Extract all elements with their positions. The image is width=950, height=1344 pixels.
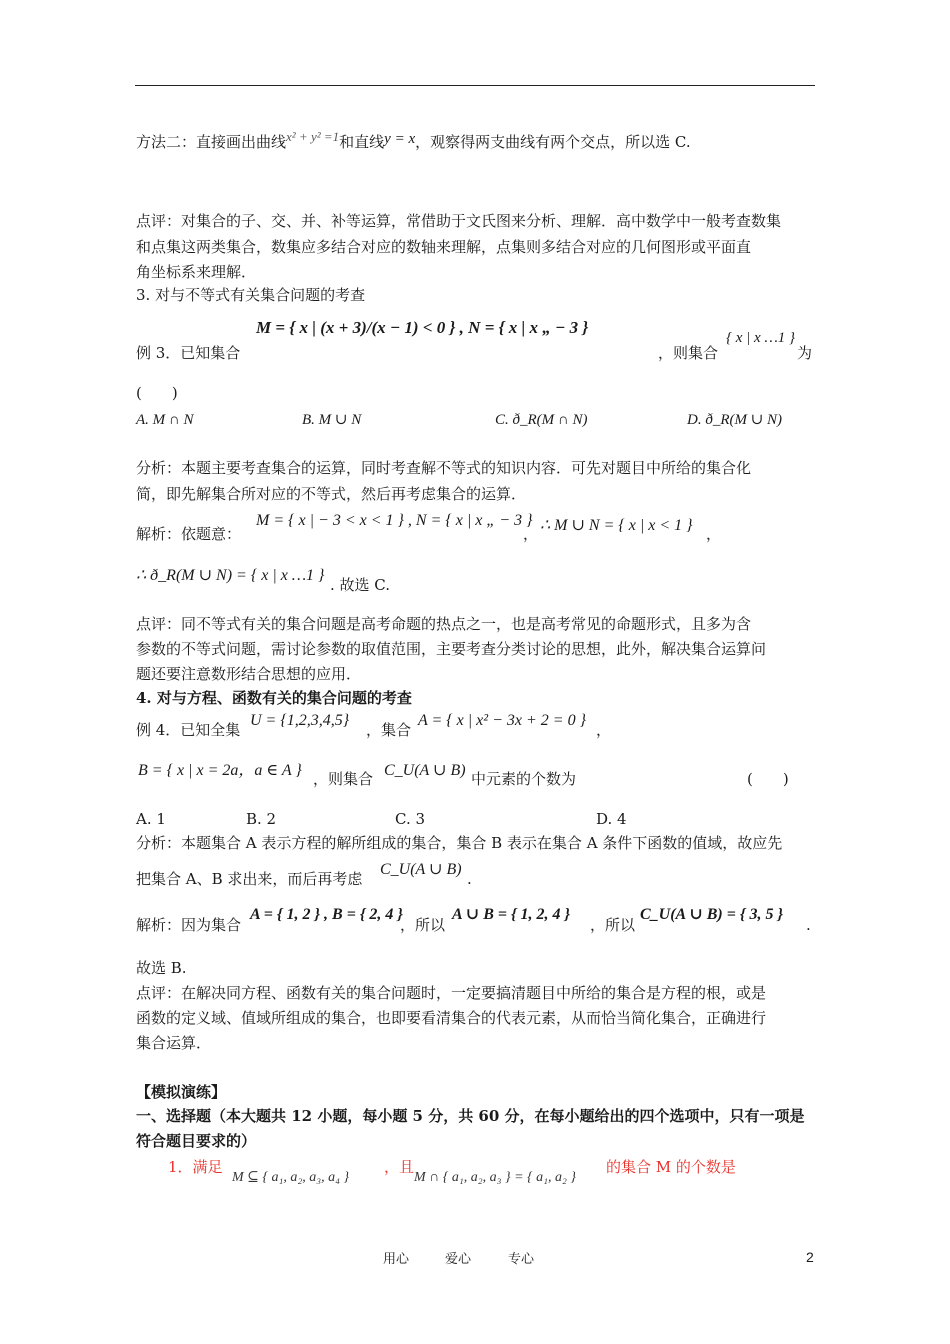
solution4-eq1: A = { 1, 2 } , B = { 2, 4 } (250, 906, 403, 923)
solution3-label: 解析：依题意： (136, 525, 242, 543)
comment1-line3: 角坐标系来理解． (136, 263, 257, 281)
solution4-label: 解析：因为集合 (136, 916, 242, 934)
example4-mid2: ，则集合 (313, 770, 374, 788)
section3-title: 3. 对与不等式有关集合问题的考查 (136, 286, 366, 304)
example3-option-a: A. M ∩ N (136, 412, 194, 428)
header-rule (135, 85, 815, 86)
example3-option-c: C. ð_R(M ∩ N) (495, 412, 588, 428)
example3-target-set: { x | x …1 } (726, 330, 796, 346)
line-equation: y = x (384, 131, 416, 147)
solution4-eq3: C_U(A ∪ B) = { 3, 5 } (640, 906, 784, 923)
example4-suffix: 中元素的个数为 (471, 770, 577, 788)
solution3-eq1: M = { x | − 3 < x < 1 } , N = { x | x „ − 3 } (256, 512, 533, 529)
analysis4-line2-prefix: 把集合 A、B 求出来，而后再考虑 (136, 870, 363, 888)
example4-option-a: A. 1 (136, 810, 166, 828)
analysis4-cu: C_U(A ∪ B) (380, 861, 462, 878)
section4-title: 4. 对与方程、函数有关的集合问题的考查 (136, 689, 412, 707)
solution4-conclusion: 故选 B. (136, 959, 187, 977)
q1-condition1: M ⊆ { a₁, a₂, a₃, a₄ } (232, 1170, 350, 1185)
curve-equation: x² + y² =1 (286, 129, 340, 144)
example4-option-c: C. 3 (395, 810, 426, 828)
example4-blank: ( ) (747, 770, 789, 788)
example4-set-b: B = { x | x = 2a，a ∈ A } (138, 762, 302, 779)
solution3-eq2: ∴ M ∪ N = { x | x < 1 } (540, 517, 693, 534)
example3-option-d: D. ð_R(M ∪ N) (687, 412, 783, 428)
comment1-line2: 和点集这两类集合，数集应多结合对应的数轴来理解，点集则多结合对应的几何图形或平面直 (136, 238, 752, 256)
solution3-eq3: ∴ ð_R(M ∪ N) = { x | x …1 } (136, 567, 325, 584)
example4-label: 例 4．已知全集 (136, 721, 241, 739)
analysis3-line2: 简，即先解集合所对应的不等式，然后再考虑集合的运算． (136, 485, 527, 503)
example3-set-m: M = { x | (x + 3)/(x − 1) < 0 } , N = { x | x „ − 3 } (256, 318, 589, 337)
example4-set-a: A = { x | x² − 3x + 2 = 0 } (418, 712, 586, 729)
analysis3-line1: 分析：本题主要考查集合的运算，同时考查解不等式的知识内容．可先对题目中所给的集合化 (136, 459, 752, 477)
example3-option-b: B. M ∪ N (302, 412, 362, 428)
footer-text-1: 用心 (383, 1252, 410, 1267)
example3-mid: ，则集合 (658, 344, 719, 362)
comment3-line2: 参数的不等式问题，需讨论参数的取值范围，主要考查分类讨论的思想，此外，解决集合运算问 (136, 640, 767, 658)
solution4-eq2: A ∪ B = { 1, 2, 4 } (452, 906, 571, 923)
analysis4-line1: 分析：本题集合 A 表示方程的解所组成的集合，集合 B 表示在集合 A 条件下函数的值域，故应先 (136, 834, 783, 852)
comment1-line1: 点评：对集合的子、交、并、补等运算，常借助于文氏图来分析、理解．高中数学中一般考查数集 (136, 212, 782, 230)
q1-suffix: 的集合 M 的个数是 (606, 1158, 736, 1176)
example3-blank: ( ) (136, 384, 178, 402)
comment3-line1: 点评：同不等式有关的集合问题是高考命题的热点之一，也是高考常见的命题形式，且多为含 (136, 615, 752, 633)
example4-mid: ，集合 (366, 721, 412, 739)
example4-cu: C_U(A ∪ B) (384, 762, 466, 779)
solution3-end: ， (706, 525, 722, 543)
q1-mid: ，且 (384, 1158, 415, 1176)
footer-text-2: 爱心 (445, 1252, 472, 1267)
example4-universal-set: U = {1,2,3,4,5} (250, 712, 350, 729)
example4-option-d: D. 4 (596, 810, 627, 828)
mc-title-line2: 符合题目要求的） (136, 1132, 257, 1150)
solution4-mid: ，所以 (400, 916, 446, 934)
solution4-mid2: ，所以 (590, 916, 636, 934)
page-number: 2 (806, 1249, 814, 1265)
example3-suffix: 为 (797, 344, 813, 362)
method2-line: 方法二：直接画出曲线x² + y² =1和直线y = x，观察得两支曲线有两个交点，所以选 C. (136, 129, 691, 151)
mc-title-line1: 一、选择题（本大题共 12 小题，每小题 5 分，共 60 分，在每小题给出的四个选项中，只有一项是 (136, 1107, 805, 1125)
comment4-line2: 函数的定义域、值域所组成的集合，也即要看清集合的代表元素，从而恰当简化集合，正确进行 (136, 1009, 767, 1027)
comment4-line1: 点评：在解决同方程、函数有关的集合问题时，一定要搞清题目中所给的集合是方程的根，或是 (136, 984, 767, 1002)
solution4-end: . (806, 916, 811, 934)
analysis4-end: . (467, 870, 472, 888)
footer-text-3: 专心 (508, 1252, 535, 1267)
comment3-line3: 题还要注意数形结合思想的应用． (136, 665, 362, 683)
example4-end: ， (596, 721, 612, 739)
q1-condition2: M ∩ { a₁, a₂, a₃ } = { a₁, a₂ } (414, 1170, 576, 1185)
solution3-sep: ， (523, 525, 539, 543)
solution3-conclusion: . 故选 C. (330, 576, 391, 594)
practice-title: 【模拟演练】 (136, 1083, 227, 1101)
q1-prefix: 1．满足 (168, 1158, 223, 1176)
example4-option-b: B. 2 (246, 810, 277, 828)
example3-label: 例 3．已知集合 (136, 344, 241, 362)
comment4-line3: 集合运算． (136, 1034, 212, 1052)
